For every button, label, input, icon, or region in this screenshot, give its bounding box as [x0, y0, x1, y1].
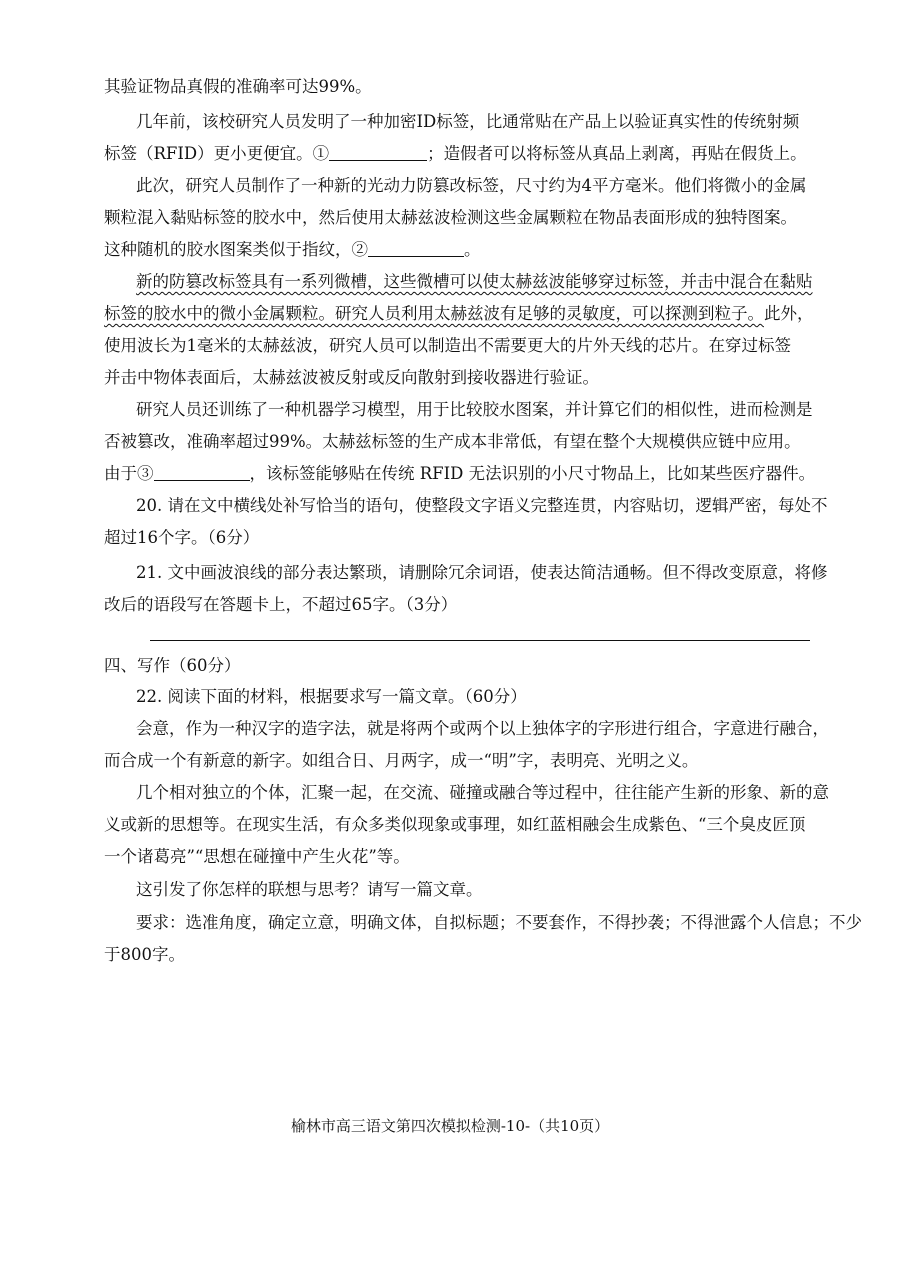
text-segment: 标签（RFID）更小更便宜。① — [104, 144, 330, 163]
material-line: 会意，作为一种汉字的造字法，就是将两个或两个以上独体字的字形进行组合，字意进行融合， — [136, 719, 829, 738]
paragraph-line — [104, 143, 812, 165]
question-20-cont: 超过16个字。（6分） — [104, 528, 260, 547]
paragraph-line — [104, 303, 812, 325]
paragraph-line: 几年前，该校研究人员发明了一种加密ID标签，比通常贴在产品上以验证真实性的传统射频 — [136, 112, 800, 131]
material-line: 一个诸葛亮”“思想在碰撞中产生火花”等。 — [104, 847, 410, 866]
question-21: 21. 文中画波浪线的部分表达繁琐，请删除冗余词语，使表达简洁通畅。但不得改变原意，将修 — [136, 563, 828, 582]
wavy-underlined-text: 新的防篡改标签具有一系列微槽，这些微槽可以使太赫兹波能够穿过标签，并击中混合在黏贴 — [136, 272, 813, 291]
material-line: 几个相对独立的个体，汇聚一起，在交流、碰撞或融合等过程中，往往能产生新的形象、新的意 — [136, 783, 829, 802]
text-segment: 由于③ — [104, 464, 154, 483]
paragraph-line: 使用波长为1毫米的太赫兹波，研究人员可以制造出不需要更大的片外天线的芯片。在穿过标签 — [104, 336, 791, 355]
text-segment: ；造假者可以将标签从真品上剥离，再贴在假货上。 — [427, 144, 807, 163]
answer-blank-2 — [368, 240, 464, 257]
paragraph-line: 研究人员还训练了一种机器学习模型，用于比较胶水图案，并计算它们的相似性，进而检测是 — [136, 400, 813, 419]
section-divider — [150, 640, 810, 641]
question-22: 22. 阅读下面的材料，根据要求写一篇文章。（60分） — [136, 687, 527, 706]
text-segment: 此外， — [764, 304, 814, 323]
question-20: 20. 请在文中横线处补写恰当的语句，使整段文字语义完整连贯，内容贴切，逻辑严密，每处不 — [136, 496, 828, 515]
answer-blank-1 — [329, 144, 427, 161]
paragraph-line: 其验证物品真假的准确率可达99%。 — [104, 77, 372, 96]
wavy-underlined-text: 标签的胶水中的微小金属颗粒。研究人员利用太赫兹波有足够的灵敏度，可以探测到粒子。 — [104, 304, 764, 323]
requirements: 要求：选准角度，确定立意，明确文体，自拟标题；不要套作，不得抄袭；不得泄露个人信息；不少 — [136, 913, 862, 932]
answer-blank-3 — [154, 464, 250, 481]
section-heading: 四、写作（60分） — [104, 656, 241, 675]
paragraph-line — [104, 463, 816, 485]
paragraph-line — [136, 271, 812, 293]
paragraph-line: 否被篡改，准确率超过99%。太赫兹标签的生产成本非常低，有望在整个大规模供应链中应用。 — [104, 432, 801, 451]
question-21-cont: 改后的语段写在答题卡上，不超过65字。（3分） — [104, 595, 458, 614]
paragraph-line: 并击中物体表面后，太赫兹波被反射或反向散射到接收器进行验证。 — [104, 368, 599, 387]
paragraph-line: 此次，研究人员制作了一种新的光动力防篡改标签，尺寸约为4平方毫米。他们将微小的金属 — [136, 176, 807, 195]
requirements-cont: 于800字。 — [104, 945, 185, 964]
paragraph-line: 颗粒混入黏贴标签的胶水中，然后使用太赫兹波检测这些金属颗粒在物品表面形成的独特图案。 — [104, 208, 797, 227]
paragraph-line — [104, 239, 812, 261]
material-line: 义或新的思想等。在现实生活，有众多类似现象或事理，如红蓝相融会生成紫色、“三个臭皮匠顶 — [104, 815, 806, 834]
page-footer: 榆林市高三语文第四次模拟检测-10-（共10页） — [290, 1117, 610, 1135]
material-line: 这引发了你怎样的联想与思考？请写一篇文章。 — [136, 880, 483, 899]
text-segment: 这种随机的胶水图案类似于指纹，② — [104, 240, 368, 259]
material-line: 而合成一个有新意的新字。如组合日、月两字，成一“明”字，表明亮、光明之义。 — [104, 751, 699, 770]
text-segment: ，该标签能够贴在传统 RFID 无法识别的小尺寸物品上，比如某些医疗器件。 — [249, 464, 816, 483]
text-segment: 。 — [464, 240, 481, 259]
